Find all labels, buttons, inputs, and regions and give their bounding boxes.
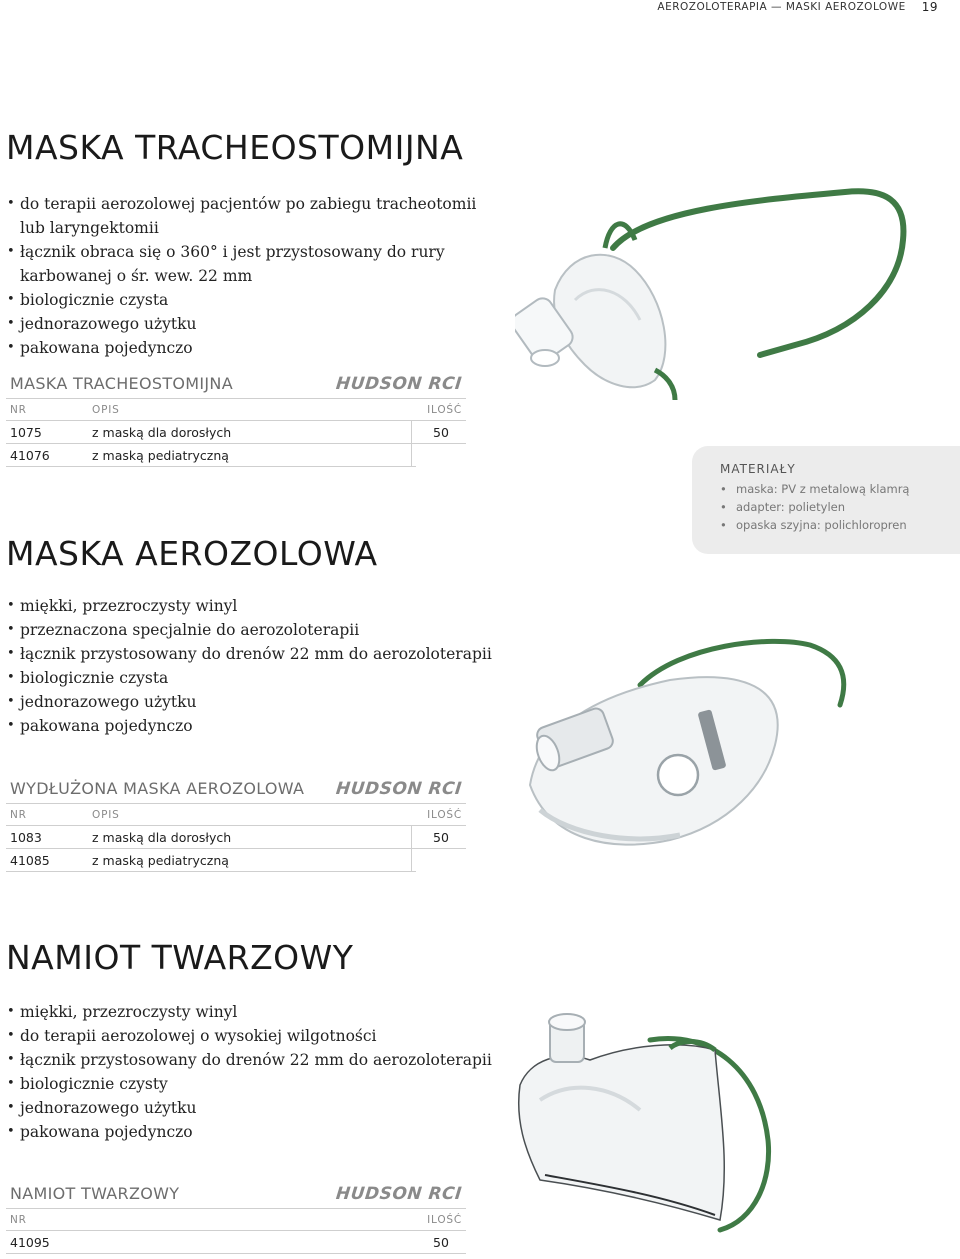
cell-ilosc: 50 bbox=[433, 1234, 449, 1250]
table-row bbox=[6, 849, 416, 872]
bullet-item: • miękki, przezroczysty winyl bbox=[6, 1000, 492, 1024]
column-header-opis: OPIS bbox=[92, 808, 120, 821]
column-headers bbox=[6, 804, 466, 826]
column-header-nr: NR bbox=[10, 403, 27, 416]
product-table-face-tent bbox=[6, 1183, 466, 1254]
bullet-item: • biologicznie czysta bbox=[6, 288, 476, 312]
table-row bbox=[6, 1231, 466, 1254]
column-header-nr: NR bbox=[10, 1213, 27, 1226]
tent-body bbox=[519, 1045, 725, 1220]
bullet-item: • pakowana pojedynczo bbox=[6, 1120, 492, 1144]
running-header-section: AEROZOLOTERAPIA — MASKI AEROZOLOWE bbox=[657, 1, 906, 13]
brand-logo: HUDSON RCI bbox=[335, 778, 464, 799]
running-header bbox=[657, 0, 938, 14]
bullet-item: • biologicznie czysty bbox=[6, 1072, 492, 1096]
page-number: 19 bbox=[921, 0, 938, 14]
bullet-item: • pakowana pojedynczo bbox=[6, 336, 476, 360]
bullet-item: • do terapii aerozolowej pacjentów po zabiegu tracheotomii bbox=[6, 192, 476, 216]
bullet-item: • biologicznie czysta bbox=[6, 666, 492, 690]
product-table-header bbox=[6, 373, 466, 399]
bullet-item: • do terapii aerozolowej o wysokiej wilgotności bbox=[6, 1024, 492, 1048]
materials-panel bbox=[692, 446, 960, 554]
table-row bbox=[6, 444, 416, 467]
column-headers bbox=[6, 1209, 466, 1231]
cell-opis: z maską dla dorosłych bbox=[92, 424, 232, 440]
product-table-tracheostomy bbox=[6, 373, 466, 467]
cell-ilosc: 50 bbox=[433, 424, 449, 440]
product-table-title: NAMIOT TWARZOWY bbox=[10, 1184, 180, 1203]
materials-item: • opaska szyjna: polichloropren bbox=[720, 516, 960, 534]
bullet-item-continuation: karbowanej o śr. wew. 22 mm bbox=[20, 267, 253, 285]
column-header-ilosc: ILOŚĆ bbox=[427, 1213, 462, 1226]
product-table-header bbox=[6, 778, 466, 804]
bullet-item: • łącznik przystosowany do drenów 22 mm do aerozoloterapii bbox=[6, 642, 492, 666]
bullet-item-continuation: lub laryngektomii bbox=[20, 219, 159, 237]
brand-logo: HUDSON RCI bbox=[335, 373, 464, 394]
bullet-list-aerosol-mask bbox=[6, 594, 492, 738]
cell-nr: 41076 bbox=[10, 447, 50, 463]
bullet-item: • łącznik przystosowany do drenów 22 mm do aerozoloterapii bbox=[6, 1048, 492, 1072]
cell-nr: 1075 bbox=[10, 424, 42, 440]
materials-item: • adapter: polietylen bbox=[720, 498, 960, 516]
materials-title: MATERIAŁY bbox=[720, 462, 796, 476]
bullet-item: • łącznik obraca się o 360° i jest przystosowany do rury bbox=[6, 240, 476, 264]
face-tent-illustration bbox=[500, 990, 790, 1240]
section-heading-face-tent: NAMIOT TWARZOWY bbox=[6, 938, 354, 977]
column-header-ilosc: ILOŚĆ bbox=[427, 808, 462, 821]
cell-nr: 1083 bbox=[10, 829, 42, 845]
tracheostomy-mask-illustration bbox=[515, 180, 915, 410]
product-table-header bbox=[6, 1183, 466, 1209]
product-table-title: WYDŁUŻONA MASKA AEROZOLOWA bbox=[10, 779, 305, 798]
materials-item: • maska: PV z metalową klamrą bbox=[720, 480, 960, 498]
cell-opis: z maską dla dorosłych bbox=[92, 829, 232, 845]
table-row bbox=[6, 421, 466, 444]
materials-list bbox=[720, 480, 960, 534]
bullet-list-tracheostomy bbox=[6, 192, 476, 360]
exhalation-port bbox=[658, 755, 698, 795]
bullet-list-face-tent bbox=[6, 1000, 492, 1144]
table-row bbox=[6, 826, 466, 849]
product-table-title: MASKA TRACHEOSTOMIJNA bbox=[10, 374, 233, 393]
column-headers bbox=[6, 399, 466, 421]
bullet-item: • pakowana pojedynczo bbox=[6, 714, 492, 738]
aerosol-mask-illustration bbox=[510, 625, 860, 865]
column-header-opis: OPIS bbox=[92, 403, 120, 416]
bullet-item: • jednorazowego użytku bbox=[6, 690, 492, 714]
cell-opis: z maską pediatryczną bbox=[92, 447, 229, 463]
column-header-ilosc: ILOŚĆ bbox=[427, 403, 462, 416]
cell-nr: 41085 bbox=[10, 852, 50, 868]
mask-body bbox=[554, 255, 665, 388]
cell-ilosc: 50 bbox=[433, 829, 449, 845]
bullet-item: • jednorazowego użytku bbox=[6, 312, 476, 336]
section-heading-tracheostomy: MASKA TRACHEOSTOMIJNA bbox=[6, 128, 464, 167]
cell-opis: z maską pediatryczną bbox=[92, 852, 229, 868]
column-header-nr: NR bbox=[10, 808, 27, 821]
section-heading-aerosol-mask: MASKA AEROZOLOWA bbox=[6, 534, 378, 573]
bullet-item: • miękki, przezroczysty winyl bbox=[6, 594, 492, 618]
bullet-item: • jednorazowego użytku bbox=[6, 1096, 492, 1120]
bullet-item: • przeznaczona specjalnie do aerozoloterapii bbox=[6, 618, 492, 642]
cell-nr: 41095 bbox=[10, 1234, 50, 1250]
brand-logo: HUDSON RCI bbox=[335, 1183, 464, 1204]
product-table-aerosol-mask bbox=[6, 778, 466, 872]
